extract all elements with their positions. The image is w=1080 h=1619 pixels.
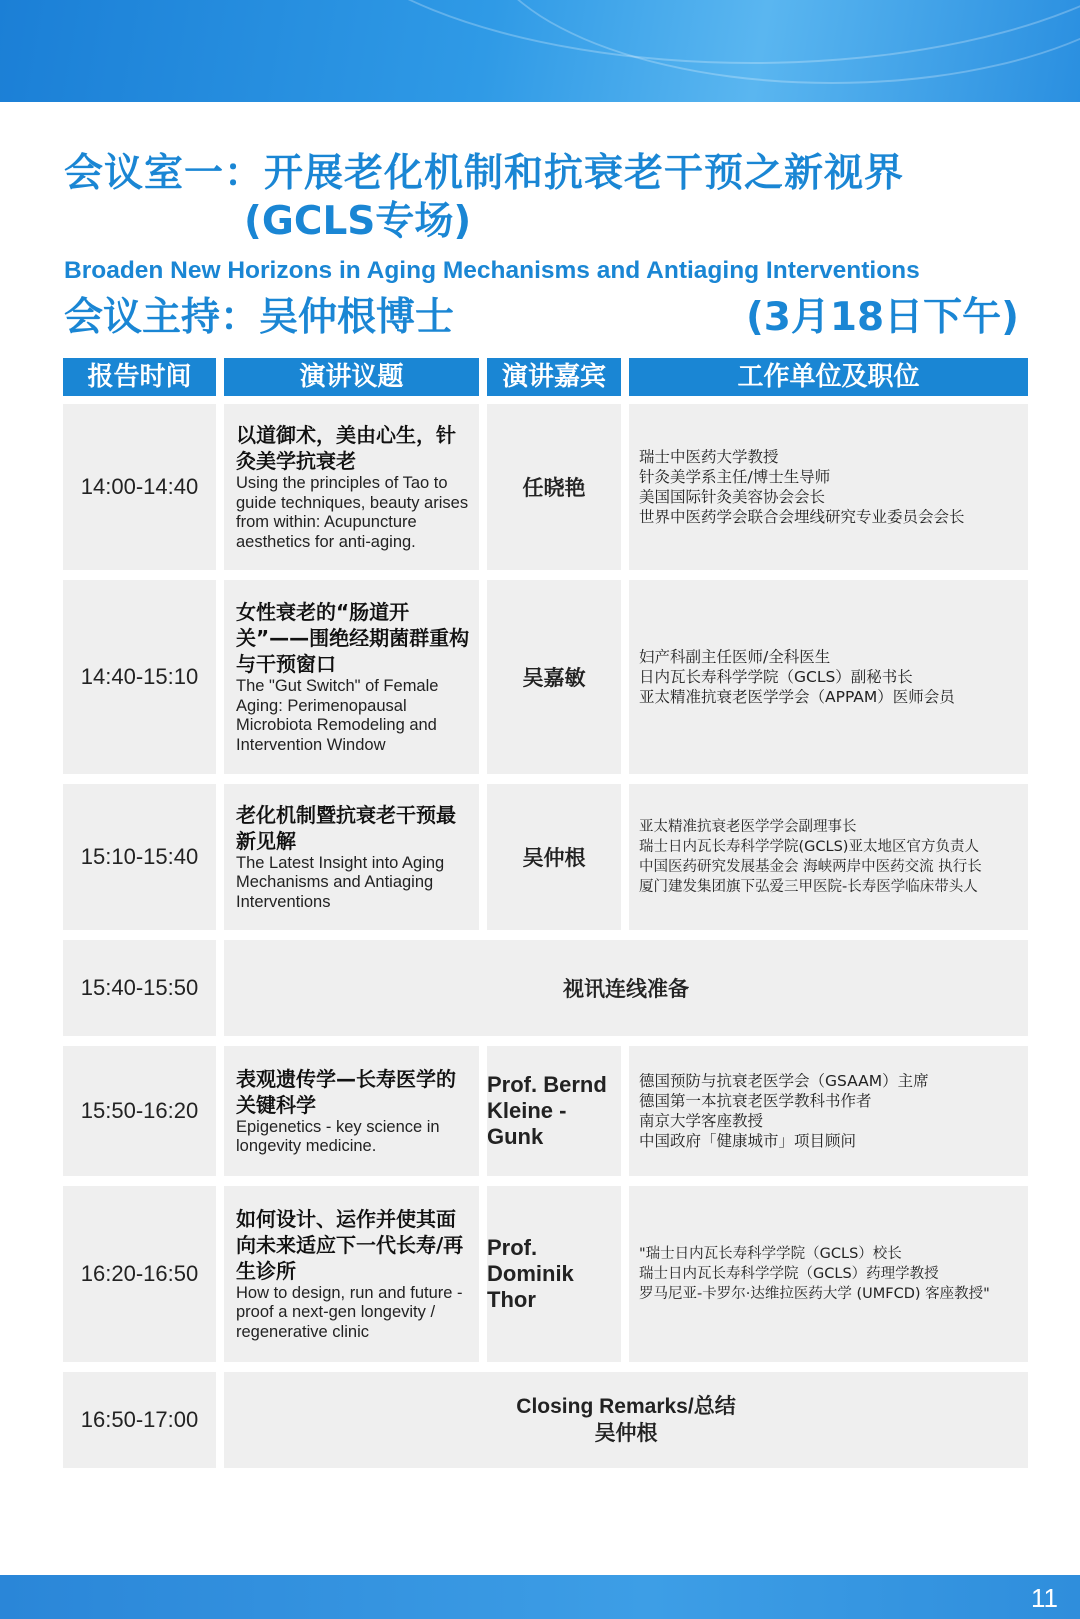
organization-line: 美国国际针灸美容协会会长	[639, 488, 826, 506]
organization-line: 中国政府「健康城市」项目顾问	[639, 1132, 857, 1150]
organization-line: 厦门建发集团旗下弘爱三甲医院-长寿医学临床带头人	[639, 879, 978, 895]
top-banner	[0, 0, 1080, 102]
topic-title-en: Using the principles of Tao to guide techniques, beauty arises from within: Acupuncture aesthetics for anti-aging.	[236, 474, 469, 551]
table-row	[63, 404, 1028, 570]
table-row	[63, 1186, 1028, 1362]
organization-line: 亚太精准抗衰老医学学会副理事长	[639, 819, 857, 835]
closing-speaker: 吴仲根	[594, 1422, 658, 1445]
time-cell: 16:50-17:00	[63, 1372, 216, 1468]
host-row	[64, 292, 1019, 344]
topic-cell	[224, 784, 479, 930]
table-row	[63, 940, 1028, 1036]
organization-line: 针灸美学系主任/博士生导师	[639, 468, 831, 486]
table-row	[63, 1372, 1028, 1468]
topic-cell	[224, 404, 479, 570]
schedule-table	[63, 358, 1028, 1445]
topic-title-en: The Latest Insight into Aging Mechanisms and Antiaging Interventions	[236, 853, 445, 911]
closing-cell	[224, 1372, 1028, 1468]
topic-cell	[224, 1186, 479, 1362]
organization-line: "瑞士日内瓦长寿科学学院（GCLS）校长	[639, 1246, 902, 1262]
speaker-cell	[487, 1186, 621, 1362]
time-cell: 15:40-15:50	[63, 940, 216, 1036]
organization-cell	[629, 784, 1028, 930]
speaker-cell	[487, 1046, 621, 1176]
topic-title-zh: 表观遗传学—长寿医学的关键科学	[236, 1066, 456, 1117]
time-cell: 15:50-16:20	[63, 1046, 216, 1176]
time-cell: 16:20-16:50	[63, 1186, 216, 1362]
table-header	[63, 358, 1028, 396]
session-host: 会议主持：吴仲根博士	[64, 295, 455, 340]
organization-line: 中国医药研究发展基金会 海峡两岸中医药交流 执行长	[639, 859, 982, 875]
header-organization: 工作单位及职位	[629, 358, 1028, 396]
organization-cell	[629, 1046, 1028, 1176]
title-block	[64, 150, 1024, 344]
topic-title-en: Epigenetics - key science in longevity medicine.	[236, 1117, 440, 1155]
organization-line: 亚太精准抗衰老医学学会（APPAM）医师会员	[639, 688, 955, 706]
topic-title-en: The "Gut Switch" of Female Aging: Perimenopausal Microbiota Remodeling and Intervention Window	[236, 677, 439, 754]
topic-title-en: How to design, run and future -proof a next-gen longevity / regenerative clinic	[236, 1283, 463, 1341]
topic-title-zh: 以道御术，美由心生，针灸美学抗衰老	[236, 423, 456, 473]
speaker-cell: 任晓艳	[487, 404, 621, 570]
page-title-suffix: (GCLS专场)	[244, 199, 472, 244]
header-time: 报告时间	[63, 358, 216, 396]
time-cell: 15:10-15:40	[63, 784, 216, 930]
organization-cell	[629, 580, 1028, 774]
closing-title: Closing Remarks/总结	[516, 1395, 736, 1418]
header-topic: 演讲议题	[224, 358, 479, 396]
page-title-english: Broaden New Horizons in Aging Mechanisms and Antiaging Interventions	[64, 257, 920, 284]
topic-cell	[224, 1046, 479, 1176]
page-title: 会议室一：开展老化机制和抗衰老干预之新视界	[64, 151, 905, 196]
organization-line: 妇产科副主任医师/全科医生	[639, 648, 831, 666]
table-row	[63, 784, 1028, 930]
organization-line: 瑞士中医药大学教授	[639, 448, 779, 466]
organization-cell	[629, 1186, 1028, 1362]
time-cell: 14:40-15:10	[63, 580, 216, 774]
speaker-name: Prof. Dominik Thor	[487, 1235, 574, 1312]
organization-line: 瑞士日内瓦长寿科学学院(GCLS)亚太地区官方负责人	[639, 839, 979, 855]
organization-line: 南京大学客座教授	[639, 1112, 764, 1130]
speaker-cell: 吴仲根	[487, 784, 621, 930]
break-cell: 视讯连线准备	[224, 940, 1028, 1036]
topic-title-zh: 老化机制暨抗衰老干预最新见解	[236, 802, 456, 853]
speaker-cell: 吴嘉敏	[487, 580, 621, 774]
speaker-name: Prof. Bernd Kleine -Gunk	[487, 1072, 607, 1149]
organization-line: 罗马尼亚-卡罗尔·达维拉医药大学 (UMFCD) 客座教授"	[639, 1286, 990, 1302]
bottom-banner	[0, 1575, 1080, 1619]
organization-line: 德国预防与抗衰老医学会（GSAAM）主席	[639, 1072, 929, 1090]
table-row	[63, 580, 1028, 774]
topic-cell	[224, 580, 479, 774]
session-date: (3月18日下午)	[745, 295, 1019, 340]
organization-line: 瑞士日内瓦长寿科学学院（GCLS）药理学教授	[639, 1266, 939, 1282]
topic-title-zh: 女性衰老的“肠道开关”——围绝经期菌群重构与干预窗口	[236, 600, 470, 676]
time-cell: 14:00-14:40	[63, 404, 216, 570]
organization-line: 日内瓦长寿科学学院（GCLS）副秘书长	[639, 668, 913, 686]
topic-title-zh: 如何设计、运作并使其面向未来适应下一代长寿/再生诊所	[236, 1206, 464, 1283]
organization-line: 世界中医药学会联合会埋线研究专业委员会会长	[639, 508, 965, 526]
table-row	[63, 1046, 1028, 1176]
organization-line: 德国第一本抗衰老医学教科书作者	[639, 1092, 872, 1110]
page-number: 11	[1031, 1583, 1058, 1613]
organization-cell	[629, 404, 1028, 570]
header-speaker: 演讲嘉宾	[487, 358, 621, 396]
